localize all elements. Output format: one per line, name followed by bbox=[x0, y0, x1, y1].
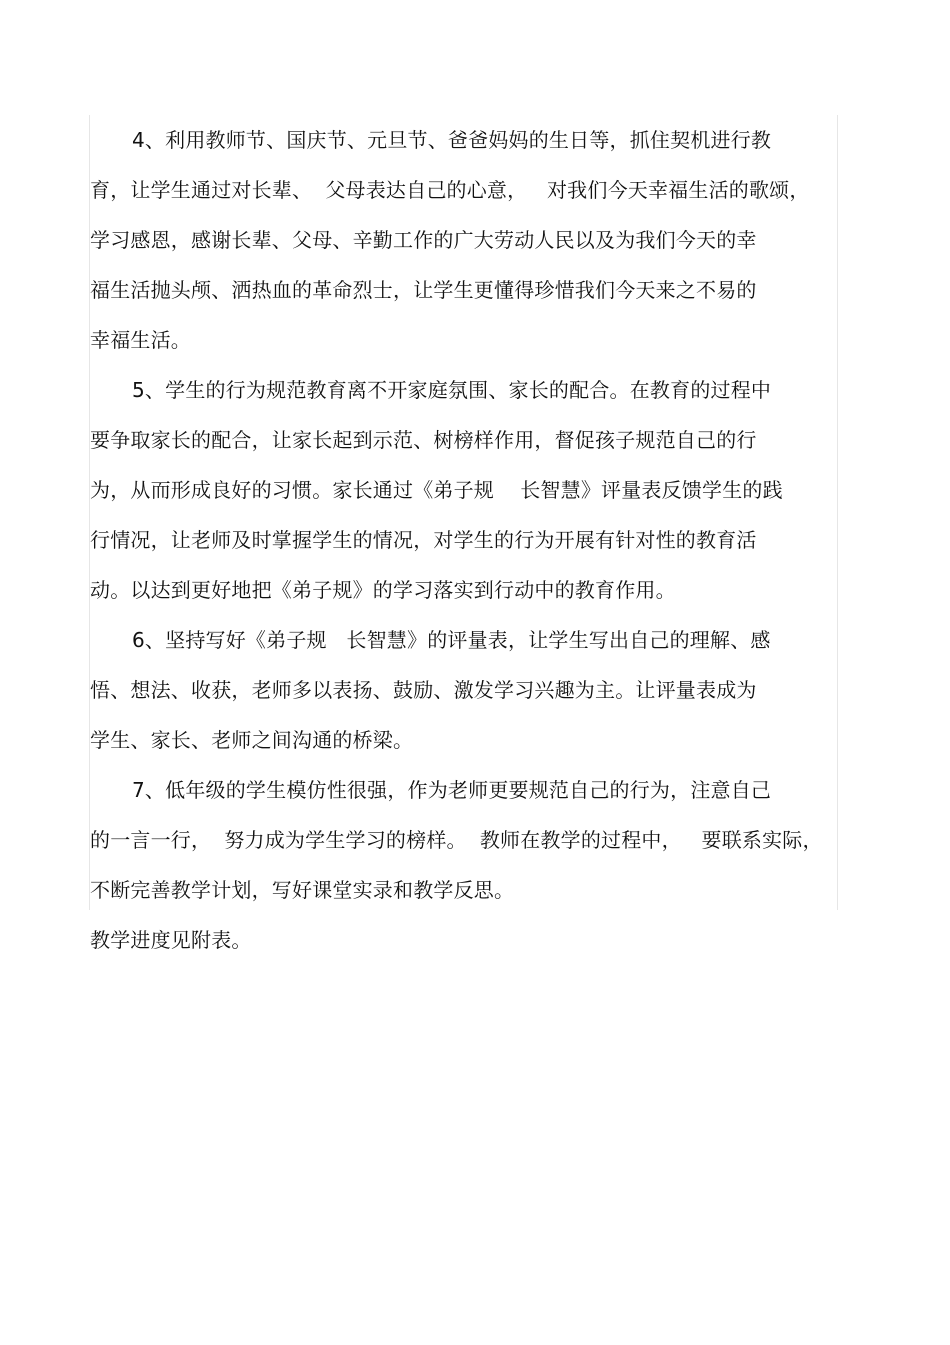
paragraph-6-line-3: 学生、家长、老师之间沟通的桥梁。 bbox=[90, 728, 414, 752]
paragraph-4-line-5: 幸福生活。 bbox=[90, 328, 191, 352]
paragraph-5-line-5: 动。以达到更好地把《弟子规》的学习落实到行动中的教育作用。 bbox=[90, 578, 676, 602]
paragraph-7-line-3: 不断完善教学计划，写好课堂实录和教学反思。 bbox=[90, 878, 515, 902]
paragraph-4-line-2: 育，让学生通过对长辈、 父母表达自己的心意， 对我们今天幸福生活的歌颂， bbox=[90, 178, 810, 202]
paragraph-5-line-3: 为，从而形成良好的习惯。家长通过《弟子规 长智慧》评量表反馈学生的践 bbox=[90, 478, 783, 502]
paragraph-5-line-4: 行情况，让老师及时掌握学生的情况，对学生的行为开展有针对性的教育活 bbox=[90, 528, 757, 552]
paragraph-5-line-1: 5、学生的行为规范教育离不开家庭氛围、家长的配合。在教育的过程中 bbox=[132, 378, 772, 402]
paragraph-4-line-1: 4、利用教师节、国庆节、元旦节、爸爸妈妈的生日等，抓住契机进行教 bbox=[132, 128, 772, 152]
paragraph-7-line-2: 的一言一行， 努力成为学生学习的榜样。 教师在教学的过程中， 要联系实际， bbox=[90, 828, 823, 852]
page-border-right bbox=[837, 115, 838, 910]
footer-note: 教学进度见附表。 bbox=[90, 928, 252, 952]
paragraph-4-line-4: 福生活抛头颅、洒热血的革命烈士，让学生更懂得珍惜我们今天来之不易的 bbox=[90, 278, 757, 302]
paragraph-6-line-1: 6、坚持写好《弟子规 长智慧》的评量表，让学生写出自己的理解、感 bbox=[132, 628, 771, 652]
paragraph-6-line-2: 悟、想法、收获，老师多以表扬、鼓励、激发学习兴趣为主。让评量表成为 bbox=[90, 678, 757, 702]
paragraph-7-line-1: 7、低年级的学生模仿性很强，作为老师更要规范自己的行为，注意自己 bbox=[132, 778, 772, 802]
paragraph-4-line-3: 学习感恩，感谢长辈、父母、辛勤工作的广大劳动人民以及为我们今天的幸 bbox=[90, 228, 757, 252]
paragraph-5-line-2: 要争取家长的配合，让家长起到示范、树榜样作用，督促孩子规范自己的行 bbox=[90, 428, 757, 452]
